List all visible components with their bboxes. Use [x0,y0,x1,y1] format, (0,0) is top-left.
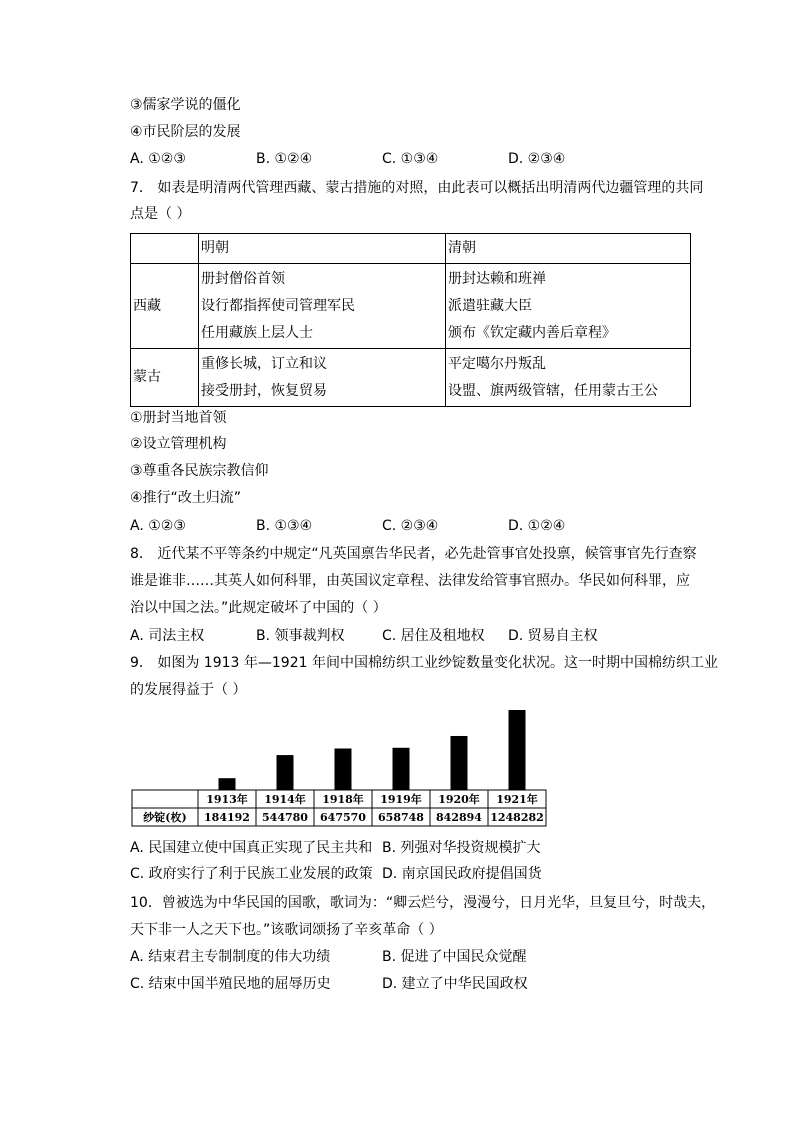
q7-item-2: ②设立管理机构 [130,436,227,452]
table-cell-line: 接受册封，恢复贸易 [201,382,327,399]
table-row [131,349,691,407]
q7-comparison-table [130,233,691,407]
q7-item-1: ①册封当地首领 [130,410,227,426]
q6-option-d[interactable]: D. ②③④ [508,151,566,167]
chart-category-label: 1918年 [322,793,364,806]
q10-stem-line2: 天下非一人之天下也。”该歌词颂扬了辛亥革命（ ） [130,922,443,938]
q9-option-c[interactable]: C. 政府实行了利于民族工业发展的政策 [130,866,373,882]
q7-option-c[interactable]: C. ②③④ [382,518,439,534]
chart-category-label: 1913年 [206,793,248,806]
chart-value-label: 1248282 [490,811,544,824]
table-cell-line: 册封僧俗首领 [201,270,285,287]
q8-option-c[interactable]: C. 居住及租地权 [382,628,485,644]
q9-stem-line2: 的发展得益于（ ） [130,682,247,698]
table-cell-line: 颁布《钦定藏内善后章程》 [448,324,616,341]
chart-bar [509,710,526,790]
chart-value-label: 184192 [204,811,250,824]
q7-option-a[interactable]: A. ①②③ [130,518,186,534]
chart-value-label: 842894 [436,811,482,824]
q7-option-b[interactable]: B. ①③④ [256,518,313,534]
table-row [131,264,691,349]
table-cell-line: 任用藏族上层人士 [201,324,313,341]
table-cell-region: 蒙古 [131,349,199,407]
q9-option-d[interactable]: D. 南京国民政府提倡国货 [382,866,542,882]
table-cell-line: 册封达赖和班禅 [448,270,546,287]
q7-option-d[interactable]: D. ①②④ [508,518,566,534]
q9-option-b[interactable]: B. 列强对华投资规模扩大 [382,840,541,856]
q7-stem-line1: 7． 如表是明清两代管理西藏、蒙古措施的对照，由此表可以概括出明清两代边疆管理的共同 [130,180,704,196]
table-cell-qing [446,349,691,407]
q8-option-a[interactable]: A. 司法主权 [130,628,205,644]
q10-option-a[interactable]: A. 结束君主专制制度的伟大功绩 [130,949,331,965]
table-cell-line: 派遣驻藏大臣 [448,297,532,314]
chart-bar [277,755,294,790]
q9-option-a[interactable]: A. 民国建立使中国真正实现了民主共和 [130,840,373,856]
table-cell-region: 西藏 [131,264,199,349]
q10-option-d[interactable]: D. 建立了中华民国政权 [382,976,528,992]
q8-stem-line3: 治以中国之法。”此规定破坏了中国的（ ） [130,600,387,616]
q8-option-d[interactable]: D. 贸易自主权 [508,628,598,644]
q6-item-3: ③儒家学说的僵化 [130,97,241,113]
q6-item-4: ④市民阶层的发展 [130,124,241,140]
q10-option-b[interactable]: B. 促进了中国民众觉醒 [382,949,527,965]
q6-option-a[interactable]: A. ①②③ [130,151,186,167]
q9-stem-line1: 9． 如图为 1913 年—1921 年间中国棉纺织工业纱锭数量变化状况。这一时期中国棉纺织工业 [130,655,718,671]
q8-stem-line2: 谁是谁非……其英人如何科罪，由英国议定章程、法律发给管事官照办。华民如何科罪，应 [130,573,690,589]
chart-category-label: 1920年 [438,793,480,806]
table-cell-line: 重修长城，订立和议 [201,355,327,372]
q6-option-b[interactable]: B. ①②④ [256,151,313,167]
q6-option-c[interactable]: C. ①③④ [382,151,439,167]
table-header-ming: 明朝 [199,234,446,264]
q10-stem-line1: 10．曾被选为中华民国的国歌，歌词为：“卿云烂兮，漫漫兮，日月光华，旦复旦兮，时哉夫， [130,895,716,911]
chart-category-label: 1921年 [496,793,538,806]
table-cell-ming [199,349,446,407]
chart-bar [335,748,352,790]
chart-value-label: 544780 [262,811,308,824]
q7-item-3: ③尊重各民族宗教信仰 [130,463,269,479]
table-cell-qing [446,264,691,349]
q7-item-4: ④推行“改土归流” [130,490,242,506]
q10-option-c[interactable]: C. 结束中国半殖民地的屈辱历史 [130,976,331,992]
chart-category-label: 1914年 [264,793,306,806]
q8-option-b[interactable]: B. 领事裁判权 [256,628,345,644]
q7-stem-line2: 点是（ ） [130,206,191,222]
chart-bar [451,736,468,790]
chart-row-label: 纱锭(枚) [143,811,187,824]
chart-bar [393,748,410,790]
chart-value-label: 647570 [320,811,366,824]
table-cell-ming [199,264,446,349]
chart-bar [219,778,236,790]
chart-category-label: 1919年 [380,793,422,806]
table-header-qing: 清朝 [446,234,691,264]
table-cell-line: 设盟、旗两级管辖，任用蒙古王公 [448,382,658,399]
table-cell-line: 平定噶尔丹叛乱 [448,355,546,372]
table-cell-line: 设行都指挥使司管理军民 [201,297,355,314]
chart-value-label: 658748 [378,811,424,824]
spindle-bar-chart [130,700,544,830]
q8-stem-line1: 8． 近代某不平等条约中规定“凡英国禀告华民者，必先赴管事官处投禀，候管事官先行查察 [130,546,697,562]
table-header-empty [131,234,199,264]
